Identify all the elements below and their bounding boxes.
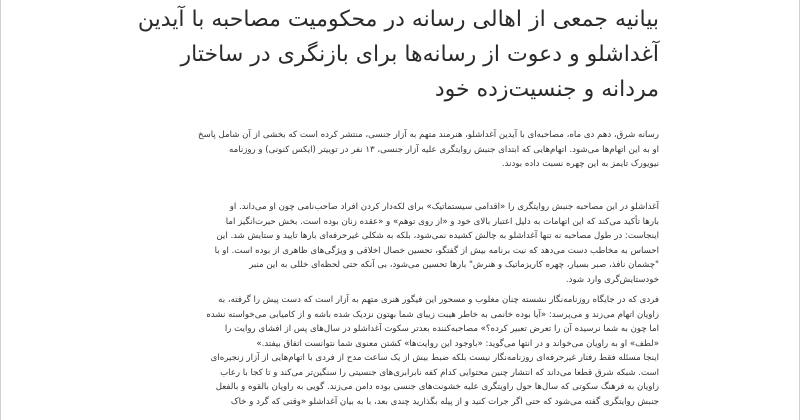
paragraph-line: خودستایش‌گری وارد شود. <box>565 274 659 285</box>
paragraph-line: "چشمان نافذ، صبر بسیار، چهره کاریزماتیک و هنرش" بارها تحسین می‌شود، بی آنکه حتی لحظه‌ای خللی به این منبر <box>249 260 659 270</box>
article-content <box>137 0 659 407</box>
paragraph-line: جنبش روایتگری گفته می‌شود که حتی اگر جرات کنید و از پیله بگذارید چندی بعد، با به بیان آغداشلو «وقتی که گرد و خاک <box>230 396 659 407</box>
paragraph-line: اینجاست: در طول مصاحبه نه تنها آغداشلو به چالش کشیده نمی‌شود، بلکه به شکلی غیرحرفه‌ای بارها تایید و ستایش شد. این <box>216 231 659 241</box>
paragraph-line: است. شبکه شرق قطعا می‌داند که انتشار چنین محتوایی کدام کفه نابرابری‌های جنسیتی را سنگین‌تر می‌کند و تا کجا با رعاب <box>220 367 659 378</box>
title-line: آغداشلو و دعوت از رسانه‌ها برای بازنگری در ساختار <box>180 42 659 67</box>
paragraph-line: راویان به فرهنگ سکوتی که سال‌ها حول راویتگری علیه خشونت‌های جنسی بوده دامن می‌زند. گویی به راویان بالقوه و بالفعل <box>215 382 659 392</box>
article-title <box>137 0 659 107</box>
paragraph-line: او به این اتهام‌ها می‌شود. اتهام‌هایی که ابتدای جنبش روایتگری علیه آزار جنسی، ۱۳ نفر در توییتر (ایکس کنونی) و روزنامه <box>228 144 659 155</box>
paragraph-line: نیویورک تایمز به این چهره نسبت داده بودند. <box>501 159 659 169</box>
page-left-border <box>0 0 1 420</box>
paragraph-line: فردی که در جایگاه روزنامه‌نگار نشسته چنان مغلوب و مسحور این فیگور هنری متهم به آزار است که دست پیش را گرفته، به <box>218 295 659 305</box>
paragraph-line: راویان اتهام می‌زند و می‌پرسد: «آیا بوده خانمی به خاطر هیبت زیبای شما بهتون نزدیک شده باشه و از کامیابی می‌خواسته نشده <box>206 309 659 320</box>
paragraph-line: اما چون به شما نرسیده آن را تعرض تعبیر کرده؟» مصاحبه‌کننده بعدتر سکوت آغداشلو در سال‌های پس از افشای روایت را <box>224 324 659 334</box>
paragraph-line: «لطف» او به راویان می‌خواند و در انتها می‌گوید: «باوجود این روایت‌ها» کشتن معنوی شما نتوانست اتفاق بیفتد.» <box>256 338 659 349</box>
paragraph-intro <box>140 128 659 172</box>
paragraph-line: بارها تأکید می‌کند که این اتهامات به دلیل اعتبار بالای خود و «از روی توهم» و «عقده زنان بوده است. بخش حیرت‌انگیز اما <box>225 216 659 227</box>
paragraph-third <box>140 293 659 409</box>
paragraph-second <box>140 200 659 287</box>
title-line: مردانه و جنسیت‌زده خود <box>434 77 659 102</box>
paragraph-line: اینجا مسئله فقط رفتار غیرحرفه‌ای روزنامه‌نگار نیست بلکه ضبط بیش از یک ساعت مدح از فردی با اتهام‌هایی از آزار زنجیره‌ای <box>210 353 659 363</box>
paragraph-line: رسانه شرق، دهم دی ماه، مصاحبه‌ای با آیدین آغداشلو، هنرمند متهم به آزار جنسی، منتشر کرده است که بخشی از آن شامل پاسخ <box>198 130 659 140</box>
title-line: بیانیه جمعی از اهالی رسانه در محکومیت مصاحبه با آیدین <box>137 7 659 32</box>
paragraph-line: آغداشلو در این مصاحبه جنبش روایتگری را «اقدامی سیستماتیک» برای لکه‌دار کردن افراد صاحب‌نامی چون او می‌داند. او <box>229 202 659 212</box>
paragraph-line: احساس به مخاطب دست می‌دهد که نیت برنامه بیش از گفتگو، تحسین خصال اخلاقی و ویژگی‌های ظاهری از بوده است. او با <box>214 245 659 256</box>
